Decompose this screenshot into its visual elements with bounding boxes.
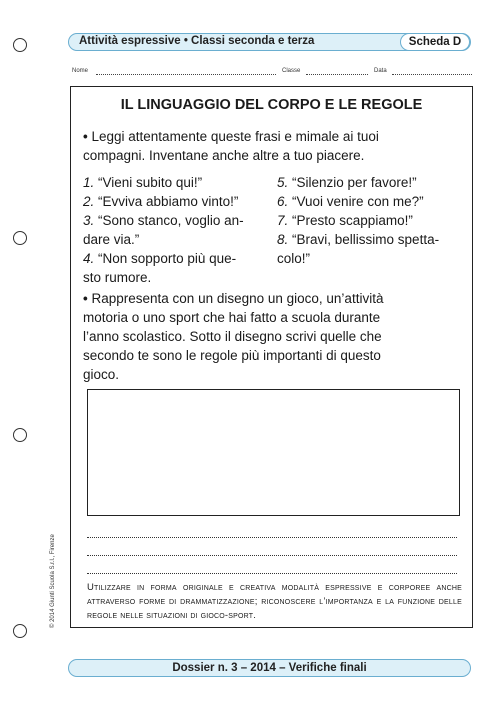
instruction-mime: • Leggi attentamente queste frasi e mimale ai tuoi compagni. Inventane anche altre a tuo piacere. — [83, 129, 379, 163]
instruction-draw: • Rappresenta con un disegno un gioco, un’attività motoria o uno sport che hai fatto a scuola durante l’anno scolastico. Sotto il disegno scrivi quelle che secondo te sono le regole più importanti di questo gioco. — [83, 291, 384, 382]
writing-line[interactable] — [87, 555, 457, 556]
class-field[interactable] — [306, 74, 368, 75]
student-fields — [72, 68, 472, 78]
phrase-item: 1. “Vieni subito qui!” — [83, 175, 203, 190]
worksheet-box — [70, 86, 473, 628]
writing-line[interactable] — [87, 537, 457, 538]
footer-bar: Dossier n. 3 – 2014 – Verifiche finali — [68, 659, 471, 677]
drawing-area[interactable] — [87, 389, 460, 516]
binder-hole-2 — [13, 231, 27, 245]
bullet-icon: • — [83, 291, 88, 306]
binder-hole-3 — [13, 428, 27, 442]
worksheet-title: IL LINGUAGGIO DEL CORPO E LE REGOLE — [120, 97, 423, 113]
date-field[interactable] — [392, 74, 472, 75]
binder-hole-1 — [13, 38, 27, 52]
writing-line[interactable] — [87, 573, 457, 574]
phrase-item: 3. “Sono stanco, voglio an- dare via.” — [83, 213, 244, 247]
learning-objective: Utilizzare in forma originale e creativa modalità espressive e corporee anche attraverso forme di drammatizzazione; riconoscere l’importanza e la funzione delle regole nelle situazioni di gioco-sport. — [87, 582, 462, 621]
class-label: Classe — [282, 68, 301, 74]
binder-hole-4 — [13, 624, 27, 638]
phrase-item: 5. “Silenzio per favore!” — [277, 175, 417, 190]
bullet-icon: • — [83, 129, 88, 144]
name-label: Nome — [72, 68, 89, 74]
header-title: Attività espressive • Classi seconda e terza — [79, 35, 315, 47]
name-field[interactable] — [96, 74, 276, 75]
phrase-item: 7. “Presto scappiamo!” — [277, 213, 413, 228]
phrase-item: 8. “Bravi, bellissimo spetta- colo!” — [277, 232, 440, 266]
date-label: Data — [374, 68, 387, 74]
phrase-item: 2. “Evviva abbiamo vinto!” — [83, 194, 239, 209]
scheda-tag: Scheda D — [400, 33, 470, 51]
phrase-item: 6. “Vuoi venire con me?” — [277, 194, 424, 209]
copyright-notice: © 2014 Giunti Scuola S.r.l., Firenze — [50, 534, 56, 628]
phrase-item: 4. “Non sopporto più que- sto rumore. — [83, 251, 237, 285]
